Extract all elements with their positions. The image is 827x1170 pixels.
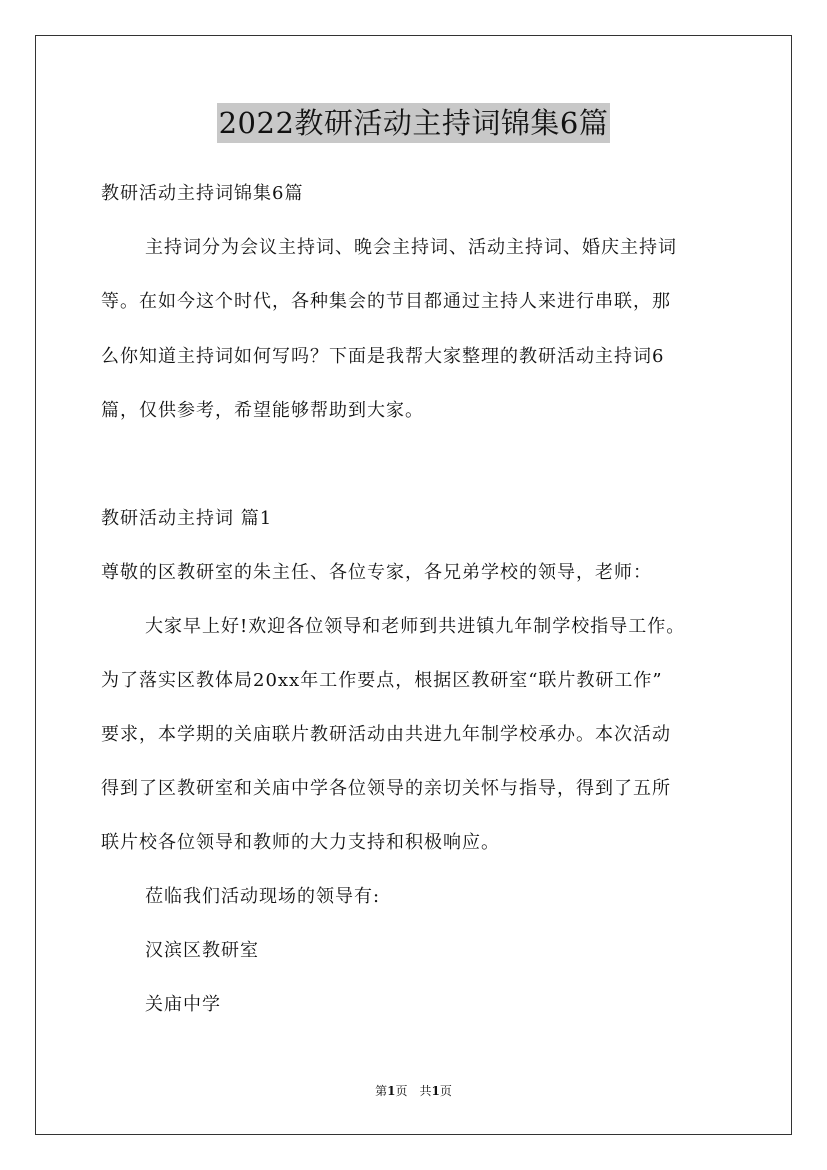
page-suffix: 页 [439,1084,452,1098]
intro-line: 等。在如今这个时代，各种集会的节目都通过主持人来进行串联，那 [101,291,671,312]
attendees-intro: 莅临我们活动现场的领导有: [145,886,381,907]
body-line: 得到了区教研室和关庙中学各位领导的亲切关怀与指导，得到了五所 [101,778,671,799]
section-heading: 教研活动主持词 篇1 [101,508,273,529]
attendee-item: 关庙中学 [145,994,221,1015]
body-line: 联片校各位领导和教师的大力支持和积极响应。 [101,832,500,853]
body-line: 要求，本学期的关庙联片教研活动由共进九年制学校承办。本次活动 [101,724,671,745]
intro-line: 么你知道主持词如何写吗？下面是我帮大家整理的教研活动主持词6 [101,346,665,367]
salutation: 尊敬的区教研室的朱主任、各位专家，各兄弟学校的领导，老师： [101,562,652,583]
document-title: 2022教研活动主持词锦集6篇 [217,103,611,143]
intro-line: 主持词分为会议主持词、晚会主持词、活动主持词、婚庆主持词 [145,237,677,258]
body-line: 为了落实区教体局20xx年工作要点，根据区教研室“联片教研工作” [101,670,663,691]
body-line: 大家早上好!欢迎各位领导和老师到共进镇九年制学校指导工作。 [145,616,686,637]
attendee-item: 汉滨区教研室 [145,940,259,961]
page-mid: 页 共 [395,1084,432,1098]
title-container [0,103,827,143]
page-footer [0,1083,827,1099]
page-number: 1 [387,1084,396,1098]
intro-line: 篇，仅供参考，希望能够帮助到大家。 [101,400,424,421]
page-total: 1 [431,1084,440,1098]
document-subtitle: 教研活动主持词锦集6篇 [101,183,304,204]
page-prefix: 第 [375,1084,388,1098]
